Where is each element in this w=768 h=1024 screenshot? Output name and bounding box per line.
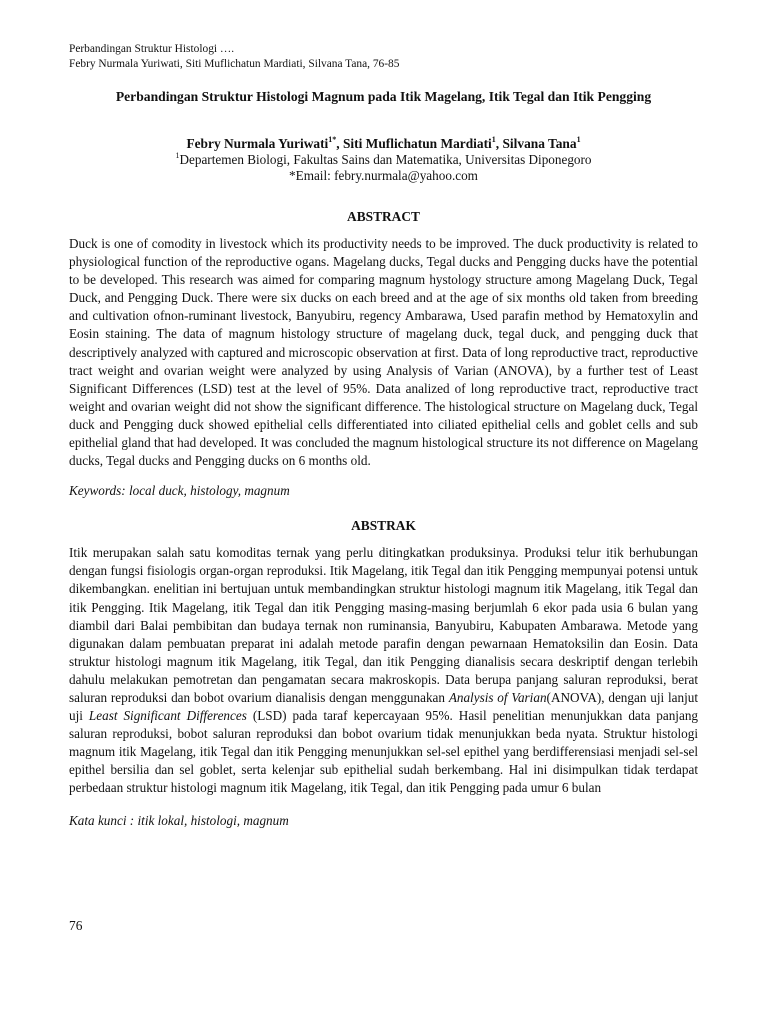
author-3-affiliation-mark: 1 bbox=[576, 134, 581, 144]
kata-kunci: Kata kunci : itik lokal, histologi, magnum bbox=[69, 812, 289, 828]
author-separator: , bbox=[495, 136, 503, 151]
running-header-title: Perbandingan Struktur Histologi …. bbox=[69, 43, 235, 55]
page-number: 76 bbox=[69, 918, 83, 933]
author-2-affiliation-mark: 1 bbox=[491, 134, 496, 144]
author-separator: , bbox=[336, 136, 343, 151]
running-header-authors: Febry Nurmala Yuriwati, Siti Muflichatun Mardiati, Silvana Tana, 76-85 bbox=[69, 58, 400, 70]
author-list bbox=[69, 135, 698, 152]
abstract-body: Duck is one of comodity in livestock which its productivity needs to be improved. The duck productivity is related to physiological function of the reproductive ogans. Magelang ducks, Tegal ducks and Pengging ducks have the potential to be developed. This research was aimed for comparing magnum hystology structure among Magelang Duck, Tegal Duck, and Pengging Duck. There were six ducks on each breed and at the age of six months old taken from breeding and cultivation ofnon-ruminant livestock, Banyubiru, regency Ambarawa, Used parafin method by Hematoxylin and Eosin staining. The data of magnum histology structure of magelang duck, tegal duck, and pengging duck that descriptively analyzed with captured and microscopic observation at first. Data of long reproductive tract, reproductive tract weight and ovarian weight were analyzed by using Analysis of Varian (ANOVA), by a further test of Least Significant Differences (LSD) test at the level of 95%. Data analized of long reproductive tract, reproductive tract weight and ovarian weight did not show the significant difference. The histological structure on Magelang duck, Tegal duck and Pengging duck showed epithelial cells differentiated into ciliated epithelial cells and goblet cells and sub epithelial gland that had developed. It was concluded the magnum histological structure its not difference on Magelang ducks, Tegal ducks and Pengging ducks on 6 months old. bbox=[69, 236, 698, 469]
affiliation bbox=[69, 152, 698, 168]
affiliation-text: Departemen Biologi, Fakultas Sains dan Matematika, Universitas Diponegoro bbox=[179, 152, 592, 167]
author-1-affiliation-mark: 1* bbox=[328, 134, 337, 144]
abstrak-heading: ABSTRAK bbox=[351, 518, 416, 534]
paper-page bbox=[69, 42, 698, 829]
abstract-heading: ABSTRACT bbox=[347, 209, 420, 224]
paper-title: Perbandingan Struktur Histologi Magnum pada Itik Magelang, Itik Tegal dan Itik Pengging bbox=[115, 89, 652, 104]
abstrak-italic-anova: Analysis of Varian bbox=[448, 689, 547, 705]
keywords: Keywords: local duck, histology, magnum bbox=[69, 483, 290, 499]
corresponding-email: *Email: febry.nurmala@yahoo.com bbox=[289, 168, 478, 183]
author-3: Silvana Tana bbox=[502, 136, 577, 151]
abstrak-italic-lsd: Least Significant Differences bbox=[88, 708, 247, 724]
author-2: Siti Muflichatun Mardiati bbox=[342, 136, 492, 151]
running-header bbox=[69, 42, 698, 72]
abstrak-text-part1: Itik merupakan salah satu komoditas ternak yang perlu ditingkatkan produksinya. Produksi telur itik berhubungan dengan fungsi fisiologis organ-organ reproduksi. Itik Magelang, itik Tegal dan itik Pengging mempunyai potensi untuk dikembangkan. enelitian ini bertujuan untuk membandingkan struktur histologi magnum itik Magelang, itik Tegal dan itik Pengging. Itik Magelang, itik Tegal dan itik Pengging masing-masing berjumlah 6 ekor pada usia 6 bulan yang diambil dari Balai pembibitan dan budaya ternak non ruminansia, Banyubiru, Kabupaten Ambarawa. Metode yang digunakan dalam pembuatan preparat ini adalah metode parafin dengan pewarnaan Hematoksilin dan Eosin. Data struktur histologi magnum itik Magelang, itik Tegal, dan itik Pengging dianalisis secara deskriptif dengan terlebih dahulu melakukan pemotretan dan pengamatan secara makroskopis. Data berupa panjang saluran reproduksi, berat saluran reproduksi dan bobot ovarium dianalisis dengan menggunakan bbox=[69, 545, 698, 705]
abstrak-body bbox=[69, 544, 698, 797]
abstrak-text-part2: (ANOVA), dengan uji lanjut uji bbox=[69, 689, 698, 724]
affiliation-mark: 1 bbox=[175, 150, 180, 160]
abstrak-text-part3: (LSD) pada taraf kepercayaan 95%. Hasil penelitian menunjukkan data panjang saluran reproduksi, bobot saluran reproduksi dan bobot ovarium tidak menunjukkan beda nyata. Struktur histologi magnum itik Magelang, itik Tegal dan itik Pengging menunjukkan sel-sel epithel yang berdifferensiasi menjadi sel-sel epithel bersilia dan sel goblet, serta kelenjar sub epithelial sudah berkembang. Hal ini disimpulkan tidak terdapat perbedaan struktur histologi magnum itik Magelang, itik Tegal, dan itik Pengging pada umur 6 bulan bbox=[69, 708, 699, 796]
author-1: Febry Nurmala Yuriwati bbox=[186, 136, 329, 151]
